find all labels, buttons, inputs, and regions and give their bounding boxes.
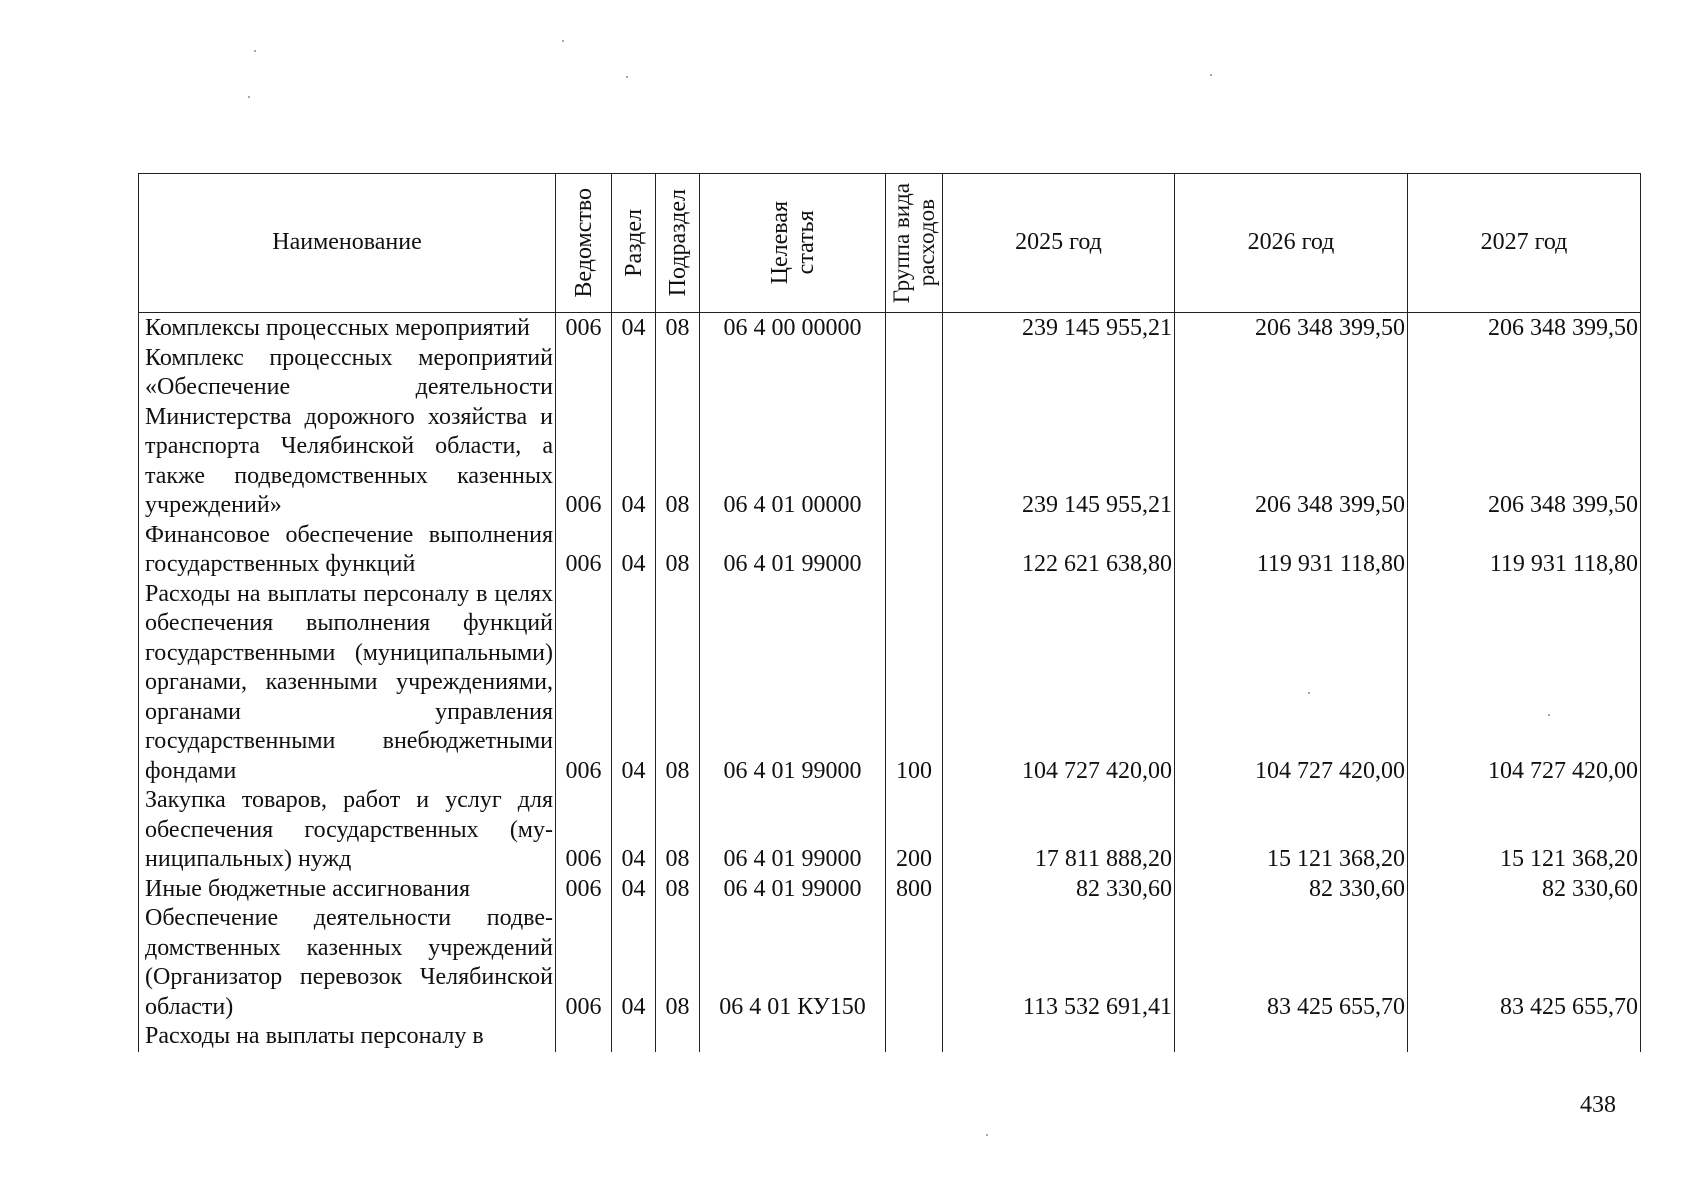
row-2025: 82 330,60 xyxy=(943,875,1175,905)
row-name: Финансовое обеспечение выполнения государственных функций xyxy=(139,521,556,580)
row-target: 06 4 01 00000 xyxy=(700,344,886,521)
scan-speck xyxy=(562,40,564,42)
row-2025 xyxy=(943,1022,1175,1052)
row-subsection xyxy=(656,1022,700,1052)
scan-speck xyxy=(626,76,628,78)
row-2027: 119 931 118,80 xyxy=(1408,521,1641,580)
row-2026: 104 727 420,00 xyxy=(1175,580,1408,787)
table-row xyxy=(139,904,1641,1022)
table-row xyxy=(139,344,1641,521)
row-group: 100 xyxy=(886,580,943,787)
header-year-2027: 2027 год xyxy=(1408,174,1641,313)
row-target: 06 4 00 00000 xyxy=(700,313,886,344)
row-group xyxy=(886,1022,943,1052)
row-2025: 239 145 955,21 xyxy=(943,344,1175,521)
scan-speck xyxy=(1548,714,1550,716)
table-row xyxy=(139,521,1641,580)
row-dept: 006 xyxy=(556,875,612,905)
row-group xyxy=(886,904,943,1022)
header-year-2025: 2025 год xyxy=(943,174,1175,313)
row-target: 06 4 01 99000 xyxy=(700,875,886,905)
row-section: 04 xyxy=(612,344,656,521)
row-section: 04 xyxy=(612,904,656,1022)
row-subsection: 08 xyxy=(656,875,700,905)
row-dept xyxy=(556,1022,612,1052)
row-target: 06 4 01 99000 xyxy=(700,521,886,580)
row-2026: 82 330,60 xyxy=(1175,875,1408,905)
row-subsection: 08 xyxy=(656,344,700,521)
header-expense-group: Группа вида расходов xyxy=(886,174,943,313)
scan-speck xyxy=(254,50,256,52)
row-2025: 104 727 420,00 xyxy=(943,580,1175,787)
row-target: 06 4 01 КУ150 xyxy=(700,904,886,1022)
row-section xyxy=(612,1022,656,1052)
row-2026: 206 348 399,50 xyxy=(1175,344,1408,521)
row-2026: 206 348 399,50 xyxy=(1175,313,1408,344)
row-name: Расходы на выплаты персоналу в xyxy=(139,1022,556,1052)
header-dept: Ведомство xyxy=(556,174,612,313)
row-subsection: 08 xyxy=(656,521,700,580)
row-2026: 15 121 368,20 xyxy=(1175,786,1408,875)
row-2027: 15 121 368,20 xyxy=(1408,786,1641,875)
scan-speck xyxy=(1308,692,1310,694)
row-2025: 239 145 955,21 xyxy=(943,313,1175,344)
row-name: Комплекс процессных мероприятий «Обеспечение деятельности Министерства дорожного хозяйства и транспорта Челябинской области, а также подведомственных казенных учреждений» xyxy=(139,344,556,521)
row-subsection: 08 xyxy=(656,580,700,787)
row-group: 200 xyxy=(886,786,943,875)
row-2027 xyxy=(1408,1022,1641,1052)
row-2027: 206 348 399,50 xyxy=(1408,313,1641,344)
row-dept: 006 xyxy=(556,904,612,1022)
row-target xyxy=(700,1022,886,1052)
row-dept: 006 xyxy=(556,580,612,787)
row-name: Иные бюджетные ассигнования xyxy=(139,875,556,905)
row-subsection: 08 xyxy=(656,313,700,344)
table-row xyxy=(139,580,1641,787)
row-2027: 104 727 420,00 xyxy=(1408,580,1641,787)
row-name: Обеспечение деятельности подведомственных казенных учреждений (Организатор перевозок Челябинской области) xyxy=(139,904,556,1022)
row-subsection: 08 xyxy=(656,904,700,1022)
row-group xyxy=(886,344,943,521)
scan-speck xyxy=(1210,74,1212,76)
row-target: 06 4 01 99000 xyxy=(700,580,886,787)
row-dept: 006 xyxy=(556,786,612,875)
row-dept: 006 xyxy=(556,344,612,521)
table-row xyxy=(139,875,1641,905)
row-2025: 113 532 691,41 xyxy=(943,904,1175,1022)
row-2025: 17 811 888,20 xyxy=(943,786,1175,875)
row-2027: 206 348 399,50 xyxy=(1408,344,1641,521)
row-2026 xyxy=(1175,1022,1408,1052)
row-name: Расходы на выплаты персоналу в целях обеспечения выполнения функций государственными (муниципальными) органами, казенными учреждениями, органами управления государственными внебюджетными фондами xyxy=(139,580,556,787)
table-header-row xyxy=(139,174,1641,313)
budget-table xyxy=(138,173,1641,1052)
row-2026: 83 425 655,70 xyxy=(1175,904,1408,1022)
header-name: Наименование xyxy=(139,174,556,313)
row-2027: 82 330,60 xyxy=(1408,875,1641,905)
row-section: 04 xyxy=(612,786,656,875)
row-group xyxy=(886,313,943,344)
header-year-2026: 2026 год xyxy=(1175,174,1408,313)
row-dept: 006 xyxy=(556,521,612,580)
table-row xyxy=(139,1022,1641,1052)
table-row xyxy=(139,786,1641,875)
header-subsection: Подраздел xyxy=(656,174,700,313)
row-target: 06 4 01 99000 xyxy=(700,786,886,875)
row-section: 04 xyxy=(612,875,656,905)
row-group xyxy=(886,521,943,580)
row-2027: 83 425 655,70 xyxy=(1408,904,1641,1022)
scan-speck xyxy=(248,96,250,98)
row-2025: 122 621 638,80 xyxy=(943,521,1175,580)
page-number: 438 xyxy=(1580,1092,1616,1118)
row-section: 04 xyxy=(612,313,656,344)
row-section: 04 xyxy=(612,521,656,580)
table-row xyxy=(139,313,1641,344)
row-2026: 119 931 118,80 xyxy=(1175,521,1408,580)
header-section: Раздел xyxy=(612,174,656,313)
row-dept: 006 xyxy=(556,313,612,344)
row-section: 04 xyxy=(612,580,656,787)
row-name: Комплексы процессных мероприятий xyxy=(139,313,556,344)
header-target-article: Целевая статья xyxy=(700,174,886,313)
row-name: Закупка товаров, работ и услуг для обеспечения государственных (муниципальных) нужд xyxy=(139,786,556,875)
row-subsection: 08 xyxy=(656,786,700,875)
scan-speck xyxy=(986,1134,988,1136)
row-group: 800 xyxy=(886,875,943,905)
